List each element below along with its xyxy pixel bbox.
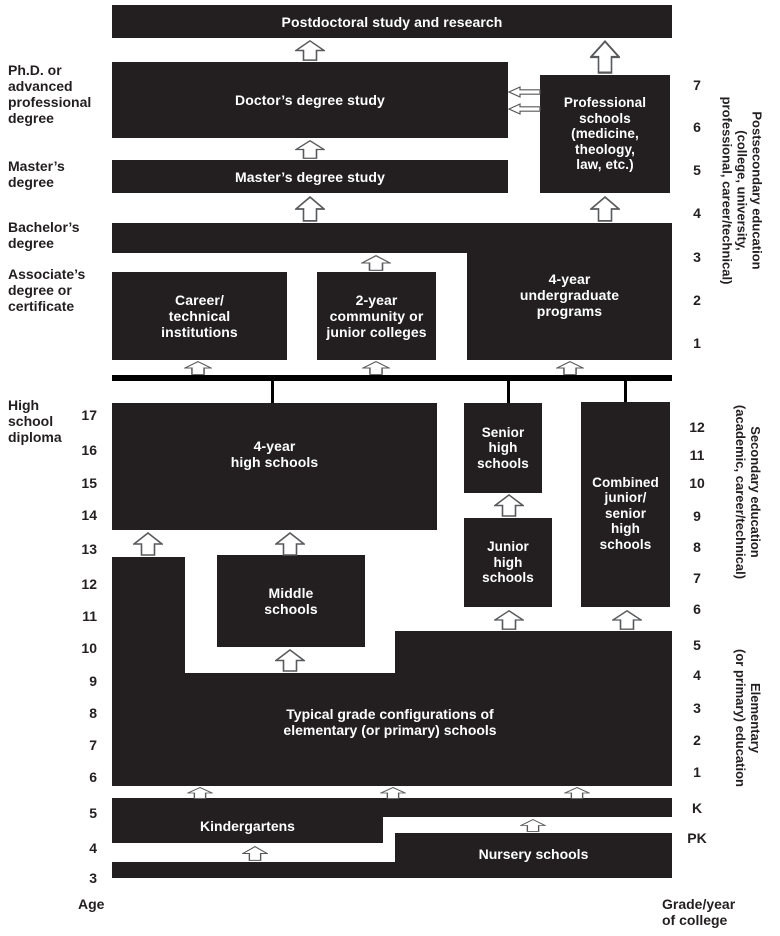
label-bachelors-degree: Bachelor’s degree: [8, 219, 80, 251]
label-associates-degree: Associate’s degree or certificate: [8, 266, 86, 314]
left-arrow-icon: [508, 103, 541, 115]
box-kindergartens-label: Kindergartens: [200, 818, 295, 834]
age-label: 12: [81, 576, 97, 592]
box-four-year-undergrad-label: 4-year undergraduate programs: [519, 270, 620, 319]
up-arrow-icon: [590, 196, 620, 222]
grade-label: 11: [689, 447, 705, 463]
up-arrow-icon: [564, 787, 590, 799]
up-arrow-icon: [361, 255, 391, 271]
up-arrow-icon: [275, 649, 305, 672]
connector-line: [507, 379, 510, 403]
box-combined-junior-senior-label: Combined junior/ senior high schools: [592, 474, 659, 552]
up-arrow-icon: [556, 361, 584, 375]
box-doctors-degree: [112, 62, 508, 138]
up-arrow-icon: [362, 361, 390, 375]
up-arrow-icon: [184, 361, 212, 375]
box-career-technical-label: Career/ technical institutions: [161, 292, 238, 340]
up-arrow-icon: [380, 787, 406, 799]
connector-line: [271, 379, 274, 403]
box-four-year-high-schools: [112, 403, 437, 530]
box-middle-schools-label: Middle schools: [264, 585, 318, 617]
grade-label: 1: [693, 764, 701, 780]
label-masters-degree: Master’s degree: [8, 158, 65, 190]
box-masters-degree: [112, 160, 508, 193]
grade-label: 4: [693, 667, 701, 683]
grade-label: 7: [693, 570, 701, 586]
box-postdoctoral: [112, 5, 672, 38]
age-label: 16: [81, 442, 97, 458]
age-label: 14: [81, 507, 97, 523]
grade-label: 10: [689, 475, 705, 491]
box-postdoctoral-label: Postdoctoral study and research: [281, 13, 503, 30]
up-arrow-icon: [590, 40, 620, 74]
box-masters-degree-label: Master’s degree study: [235, 168, 385, 185]
grade-label: 3: [693, 700, 701, 716]
label-hs-diploma: High school diploma: [8, 397, 62, 445]
box-elementary-schools-label: Typical grade configurations of elementary (or primary) schools: [283, 706, 497, 738]
label-phd-degree: Ph.D. or advanced professional degree: [8, 62, 92, 126]
age-label: 15: [81, 475, 97, 491]
box-junior-high-schools: [464, 518, 552, 607]
label-postsecondary-education: Postsecondary education (college, university, professional, career/technical): [719, 96, 765, 285]
up-arrow-icon: [295, 196, 325, 222]
up-arrow-icon: [242, 846, 268, 861]
box-professional-schools: [540, 75, 670, 193]
box-nursery-schools-label: Nursery schools: [478, 846, 589, 862]
college-year-label: 1: [693, 335, 701, 351]
up-arrow-icon: [295, 140, 325, 159]
college-year-label: 6: [693, 119, 701, 135]
college-year-label: 3: [693, 249, 701, 265]
up-arrow-icon: [494, 494, 524, 517]
box-two-year-colleges-label: 2-year community or junior colleges: [326, 292, 427, 340]
age-label: 13: [81, 541, 97, 557]
grade-label: 5: [693, 637, 701, 653]
label-secondary-education: Secondary education (academic, career/technical): [733, 404, 763, 580]
left-arrow-icon: [508, 86, 541, 98]
box-professional-schools-label: Professional schools (medicine, theology, law, etc.): [563, 95, 647, 173]
up-arrow-icon: [494, 610, 524, 630]
age-label: 7: [89, 737, 97, 753]
box-four-year-undergrad: [467, 223, 672, 360]
age-label: 6: [89, 769, 97, 785]
box-combined-junior-senior: [581, 402, 670, 607]
up-arrow-icon: [133, 532, 163, 556]
box-two-year-colleges: [317, 272, 436, 360]
grade-label: 12: [689, 419, 705, 435]
age-label: 8: [89, 705, 97, 721]
college-year-label: 4: [693, 205, 701, 221]
up-arrow-icon: [295, 40, 325, 61]
box-senior-high-schools: [464, 403, 542, 493]
college-year-label: 7: [693, 77, 701, 93]
age-label: 9: [89, 673, 97, 689]
grade-label: 2: [693, 732, 701, 748]
grade-label: 8: [693, 539, 701, 555]
college-year-label: 2: [693, 292, 701, 308]
label-grade-year-axis: Grade/year of college: [662, 896, 736, 928]
box-junior-high-schools-label: Junior high schools: [482, 539, 534, 586]
grade-label: 6: [693, 601, 701, 617]
age-label: 11: [82, 608, 97, 624]
box-middle-schools: [217, 555, 365, 647]
section-divider-line: [112, 375, 672, 381]
age-label: 3: [89, 870, 97, 886]
grade-label: PK: [687, 830, 707, 846]
label-age-axis: Age: [78, 896, 105, 912]
age-label: 10: [81, 640, 97, 656]
age-label: 5: [89, 805, 97, 821]
label-elementary-education: Elementary (or primary) education: [733, 649, 763, 787]
grade-label: 9: [693, 508, 701, 524]
age-label: 17: [81, 407, 97, 423]
nursery-bar: [112, 862, 672, 878]
college-year-label: 5: [693, 162, 701, 178]
up-arrow-icon: [612, 610, 642, 630]
up-arrow-icon: [520, 819, 546, 832]
up-arrow-icon: [187, 787, 213, 799]
box-senior-high-schools-label: Senior high schools: [477, 424, 529, 471]
age-label: 4: [89, 840, 97, 856]
grade-label: K: [691, 800, 703, 816]
box-doctors-degree-label: Doctor’s degree study: [235, 92, 385, 108]
up-arrow-icon: [275, 532, 305, 556]
connector-line: [624, 379, 627, 403]
box-career-technical: [112, 272, 287, 360]
box-four-year-high-schools-label: 4-year high schools: [230, 437, 319, 470]
